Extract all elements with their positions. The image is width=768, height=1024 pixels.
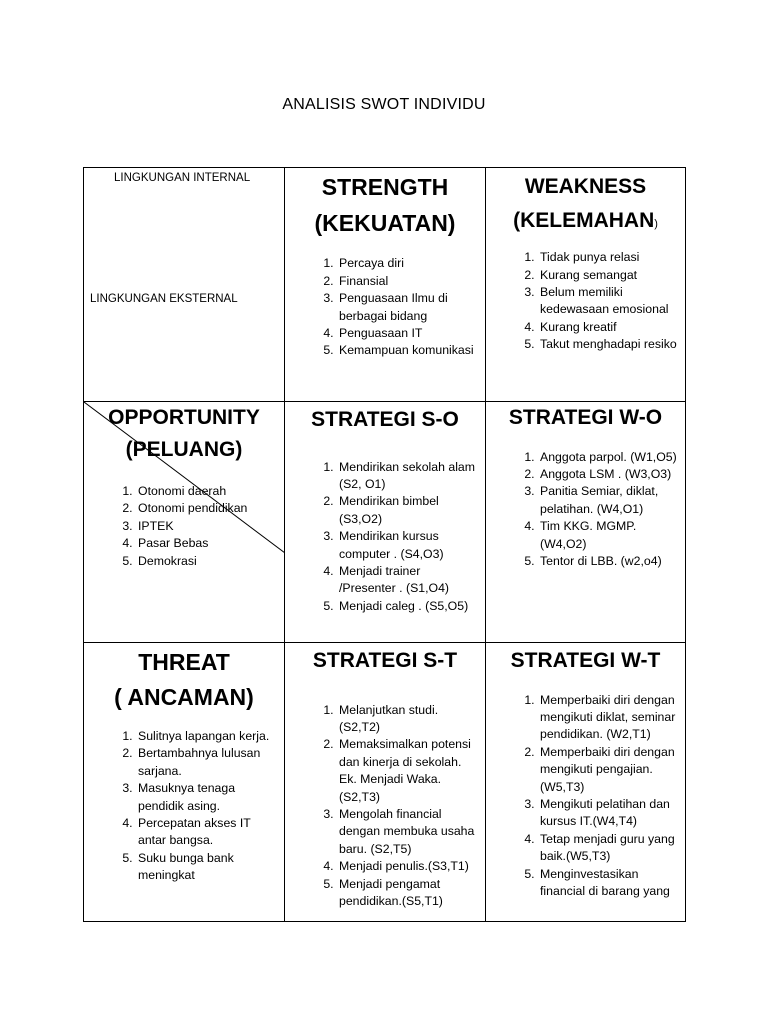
list-item: 1. Anggota parpol. (W1,O5) (538, 449, 677, 466)
list-item: 1. Mendirikan sekolah alam (S2, O1) (337, 459, 477, 494)
strategi-wt-title: STRATEGI W-T (510, 649, 661, 672)
strength-cell (285, 168, 486, 402)
list-item: 4. Kurang kreatif (538, 319, 677, 336)
threat-list (84, 728, 284, 885)
list-item: 4. Menjadi penulis.(S3,T1) (337, 858, 477, 875)
list-item: 5. Tentor di LBB. (w2,o4) (538, 553, 677, 570)
weakness-list (486, 249, 685, 353)
strategi-wt-cell (486, 643, 686, 922)
list-item: 2. Finansial (337, 273, 477, 290)
corner-cell (84, 168, 285, 402)
opportunity-cell (84, 402, 285, 643)
list-item: 2. Memaksimalkan potensi dan kinerja di sekolah. Ek. Menjadi Waka. (S2,T3) (337, 736, 477, 806)
document-title: ANALISIS SWOT INDIVIDU (282, 96, 486, 113)
diagonal-divider-line (84, 402, 285, 553)
list-item: 3. Mengolah financial dengan membuka usaha baru. (S2,T5) (337, 806, 477, 858)
list-item: 1. Tidak punya relasi (538, 249, 677, 266)
strength-header (285, 170, 485, 241)
weakness-subtitle-suffix: ) (654, 217, 658, 230)
list-item: 1. Sulitnya lapangan kerja. (136, 728, 276, 745)
opportunity-title: OPPORTUNITY (108, 406, 260, 429)
threat-title: THREAT (138, 649, 230, 675)
list-item: 3. Masuknya tenaga pendidik asing. (136, 780, 276, 815)
strength-list (285, 255, 485, 359)
list-item: 2. Otonomi pendidikan (136, 500, 276, 517)
list-item: 3. Mendirikan kursus computer . (S4,O3) (337, 528, 477, 563)
list-item: 1. Melanjutkan studi. (S2,T2) (337, 702, 477, 737)
list-item: 4. Percepatan akses IT antar bangsa. (136, 815, 276, 850)
strategi-wo-title: STRATEGI W-O (508, 406, 663, 429)
table-row (84, 402, 686, 643)
list-item: 2. Kurang semangat (538, 267, 677, 284)
list-item: 2. Memperbaiki diri dengan mengikuti pengajian. (W5,T3) (538, 744, 677, 796)
strategi-st-title: STRATEGI S-T (312, 649, 458, 672)
strategi-so-title: STRATEGI S-O (311, 408, 459, 431)
list-item: 2. Bertambahnya lulusan sarjana. (136, 745, 276, 780)
list-item: 4. Pasar Bebas (136, 535, 276, 552)
list-item: 5. Demokrasi (136, 553, 276, 570)
strategi-wo-list (486, 449, 685, 571)
weakness-header (486, 170, 685, 237)
list-item: 3. Mengikuti pelatihan dan kursus IT.(W4,T4) (538, 796, 677, 831)
list-item: 4. Tim KKG. MGMP. (W4,O2) (538, 518, 677, 553)
strategi-wo-cell (486, 402, 686, 643)
strength-subtitle: (KEKUATAN) (314, 209, 456, 236)
strategi-so-list (285, 459, 485, 616)
strategi-st-list (285, 702, 485, 911)
list-item: 3. Panitia Semiar, diklat, pelatihan. (W4,O1) (538, 483, 677, 518)
swot-table (83, 167, 686, 922)
table-row (84, 168, 686, 402)
threat-subtitle: ( ANCAMAN) (114, 683, 254, 710)
weakness-cell (486, 168, 686, 402)
weakness-subtitle (486, 204, 685, 238)
list-item: 4. Penguasaan IT (337, 325, 477, 342)
list-item: 3. IPTEK (136, 518, 276, 535)
threat-cell (84, 643, 285, 922)
table-row (84, 643, 686, 922)
list-item: 5. Menjadi caleg . (S5,O5) (337, 598, 477, 615)
list-item: 2. Mendirikan bimbel (S3,O2) (337, 493, 477, 528)
external-environment-label: LINGKUNGAN EKSTERNAL (90, 293, 238, 305)
list-item: 3. Belum memiliki kedewasaan emosional (538, 284, 677, 319)
strength-title: STRENGTH (321, 174, 449, 200)
weakness-title: WEAKNESS (524, 175, 647, 198)
list-item: 2. Anggota LSM . (W3,O3) (538, 466, 677, 483)
list-item: 5. Suku bunga bank meningkat (136, 850, 276, 885)
list-item: 1. Memperbaiki diri dengan mengikuti diklat, seminar pendidikan. (W2,T1) (538, 692, 677, 744)
list-item: 4. Tetap menjadi guru yang baik.(W5,T3) (538, 831, 677, 866)
internal-environment-label: LINGKUNGAN INTERNAL (114, 172, 251, 184)
threat-header (84, 645, 284, 714)
weakness-subtitle-text: (KELEMAHAN (513, 208, 655, 232)
opportunity-subtitle: (PELUANG) (125, 437, 243, 461)
strategi-so-cell (285, 402, 486, 643)
list-item: 5. Menjadi pengamat pendidikan.(S5,T1) (337, 876, 477, 911)
strategi-wt-list (486, 692, 685, 901)
list-item: 5. Kemampuan komunikasi (337, 342, 477, 359)
list-item: 5. Menginvestasikan financial di barang yang (538, 866, 677, 901)
list-item: 3. Penguasaan Ilmu di berbagai bidang (337, 290, 477, 325)
list-item: 1. Percaya diri (337, 255, 477, 272)
list-item: 1. Otonomi daerah (136, 483, 276, 500)
list-item: 4. Menjadi trainer /Presenter . (S1,O4) (337, 563, 477, 598)
list-item: 5. Takut menghadapi resiko (538, 336, 677, 353)
strategi-st-cell (285, 643, 486, 922)
